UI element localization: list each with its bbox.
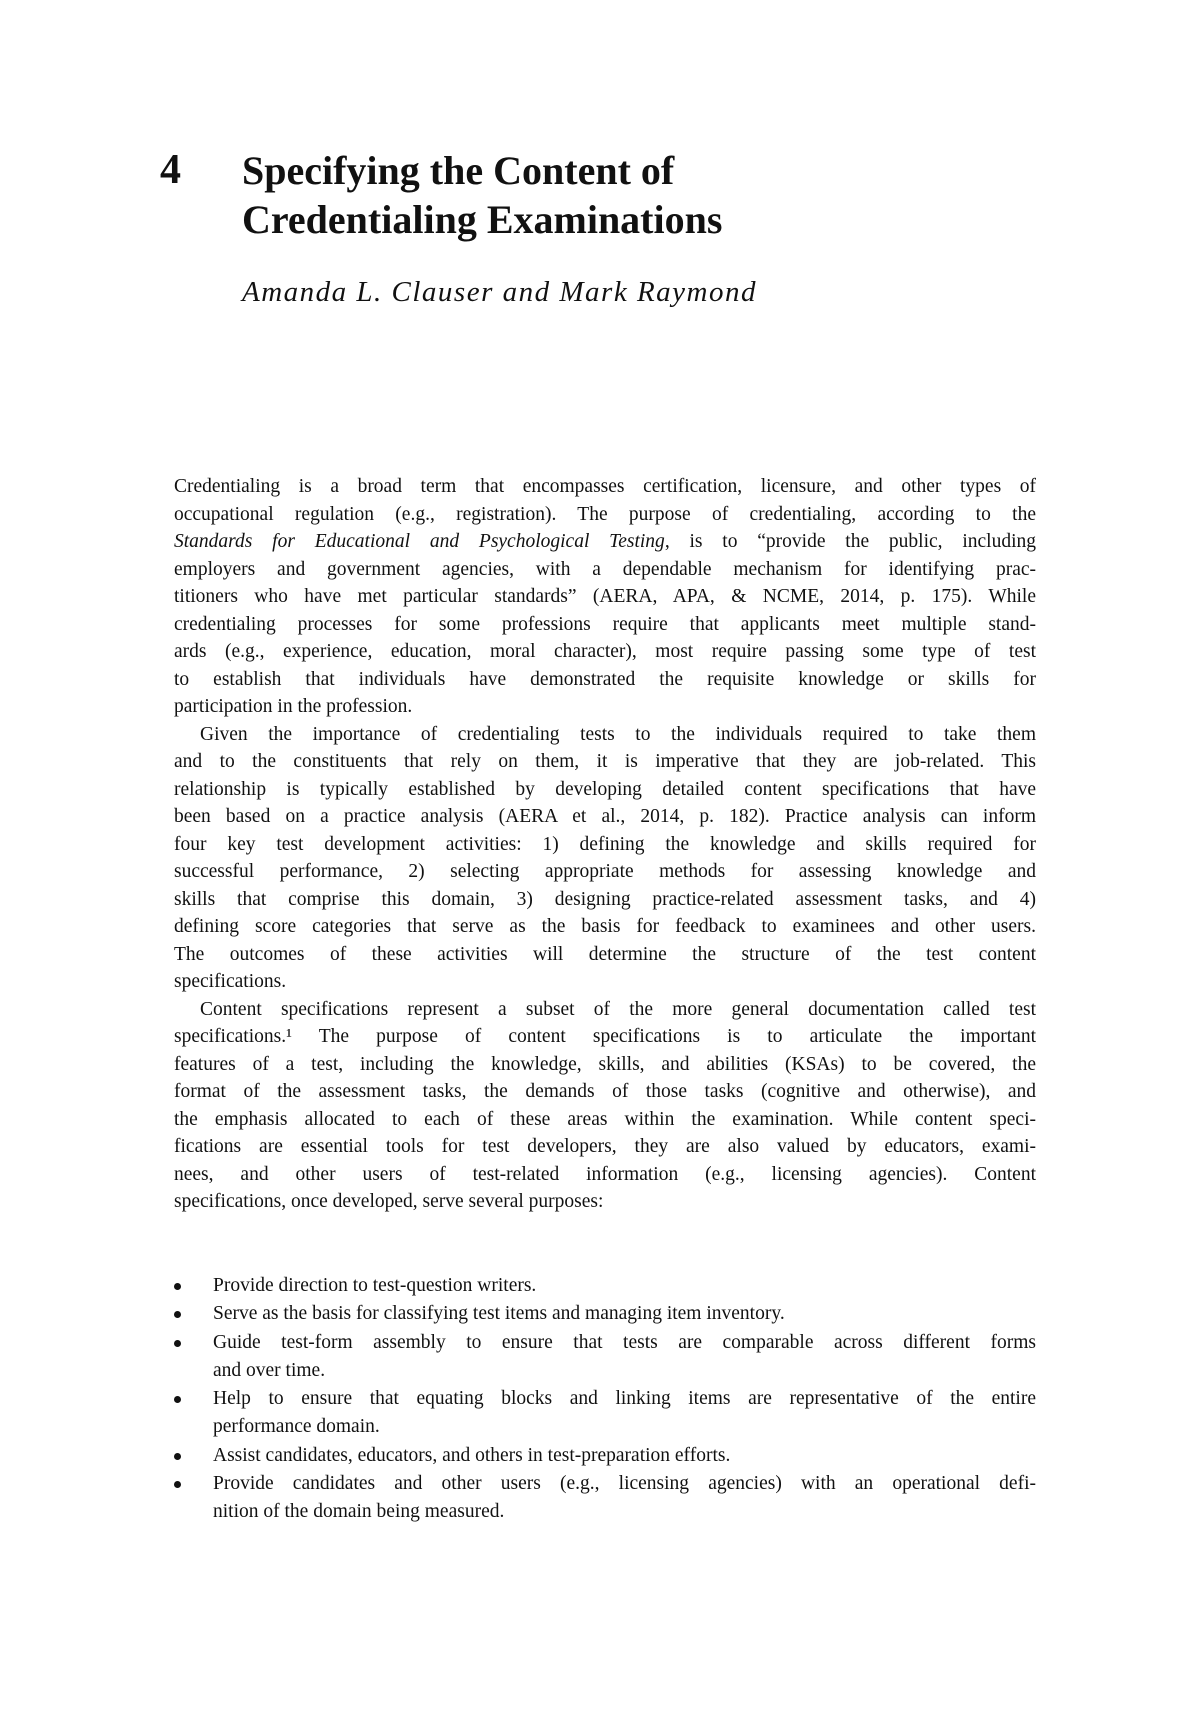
list-item-line: Assist candidates, educators, and others in test-preparation efforts. <box>213 1444 731 1466</box>
text-line: ards (e.g., experience, education, moral character), most require passing some type of test <box>174 641 1036 662</box>
list-item <box>174 1300 1036 1328</box>
list-item-line: and over time. <box>213 1359 326 1381</box>
text-line: format of the assessment tasks, the demands of those tasks (cognitive and otherwise), and <box>174 1081 1036 1102</box>
text-line: nees, and other users of test-related information (e.g., licensing agencies). Content <box>174 1163 1036 1185</box>
text-line: relationship is typically established by developing detailed content specifications that have <box>174 778 1036 800</box>
text-line: and to the constituents that rely on them, it is imperative that they are job-related. This <box>174 751 1036 772</box>
list-item-line: performance domain. <box>213 1416 380 1438</box>
chapter-title-line: Specifying the Content of <box>242 148 675 193</box>
text-line: credentialing processes for some professions require that applicants meet multiple stand- <box>174 613 1036 635</box>
text-line: the emphasis allocated to each of these areas within the examination. While content speci- <box>174 1108 1036 1130</box>
bullet-icon <box>174 1311 181 1318</box>
text-line: The outcomes of these activities will determine the structure of the test content <box>174 943 1036 965</box>
text-line: skills that comprise this domain, 3) designing practice-related assessment tasks, and 4) <box>174 888 1036 910</box>
bullet-icon <box>174 1340 181 1347</box>
text-line: successful performance, 2) selecting appropriate methods for assessing knowledge and <box>174 861 1036 882</box>
bullet-icon <box>174 1453 181 1460</box>
chapter-title <box>242 146 722 244</box>
list-item <box>174 1329 1036 1386</box>
text-line: specifications, once developed, serve several purposes: <box>174 1191 604 1212</box>
text-line: fications are essential tools for test developers, they are also valued by educators, exami- <box>174 1136 1036 1157</box>
paragraph <box>174 721 1036 996</box>
list-item-line: Provide direction to test-question writers. <box>213 1275 537 1296</box>
text-line: titioners who have met particular standards” (AERA, APA, & NCME, 2014, p. 175). While <box>174 586 1036 607</box>
bullet-icon <box>174 1481 181 1488</box>
text-line: specifications.¹ The purpose of content specifications is to articulate the important <box>174 1026 1036 1047</box>
list-item-line: nition of the domain being measured. <box>213 1501 505 1523</box>
text-line: to establish that individuals have demonstrated the requisite knowledge or skills for <box>174 668 1036 690</box>
purpose-list <box>174 1272 1036 1527</box>
text-line: employers and government agencies, with a dependable mechanism for identifying prac- <box>174 558 1036 580</box>
list-item <box>174 1470 1036 1527</box>
text-line: occupational regulation (e.g., registration). The purpose of credentialing, according to the <box>174 503 1036 525</box>
list-item-line: Guide test-form assembly to ensure that tests are comparable across different forms <box>213 1331 1036 1353</box>
text-line <box>174 528 1036 556</box>
text-line: defining score categories that serve as the basis for feedback to examinees and other users. <box>174 916 1036 937</box>
list-item <box>174 1385 1036 1442</box>
book-title: Standards for Educational and Psychological Testing <box>174 531 665 552</box>
list-item-line: Help to ensure that equating blocks and linking items are representative of the entire <box>213 1388 1036 1410</box>
text-line: Credentialing is a broad term that encompasses certification, licensure, and other types of <box>174 476 1036 497</box>
list-item <box>174 1272 1036 1300</box>
text-line: Given the importance of credentialing tests to the individuals required to take them <box>200 723 1036 745</box>
list-item-line: Serve as the basis for classifying test items and managing item inventory. <box>213 1303 785 1325</box>
text-line: four key test development activities: 1) defining the knowledge and skills required for <box>174 833 1036 855</box>
chapter-number: 4 <box>160 147 181 193</box>
paragraph <box>174 996 1036 1216</box>
bullet-icon <box>174 1283 181 1290</box>
list-item-line: Provide candidates and other users (e.g., licensing agencies) with an operational defi- <box>213 1473 1036 1495</box>
paragraph <box>174 473 1036 721</box>
body-text <box>174 473 1036 1216</box>
text-segment: , is to “provide the public, including <box>664 531 1036 552</box>
text-line: participation in the profession. <box>174 696 413 717</box>
list-item <box>174 1442 1036 1470</box>
text-line: been based on a practice analysis (AERA et al., 2014, p. 182). Practice analysis can inform <box>174 806 1036 827</box>
text-line: Content specifications represent a subset of the more general documentation called test <box>200 998 1036 1020</box>
bullet-icon <box>174 1396 181 1403</box>
text-line: features of a test, including the knowledge, skills, and abilities (KSAs) to be covered, the <box>174 1053 1036 1075</box>
chapter-title-line: Credentialing Examinations <box>242 197 723 242</box>
text-line: specifications. <box>174 971 287 992</box>
chapter-authors: Amanda L. Clauser and Mark Raymond <box>242 276 757 308</box>
